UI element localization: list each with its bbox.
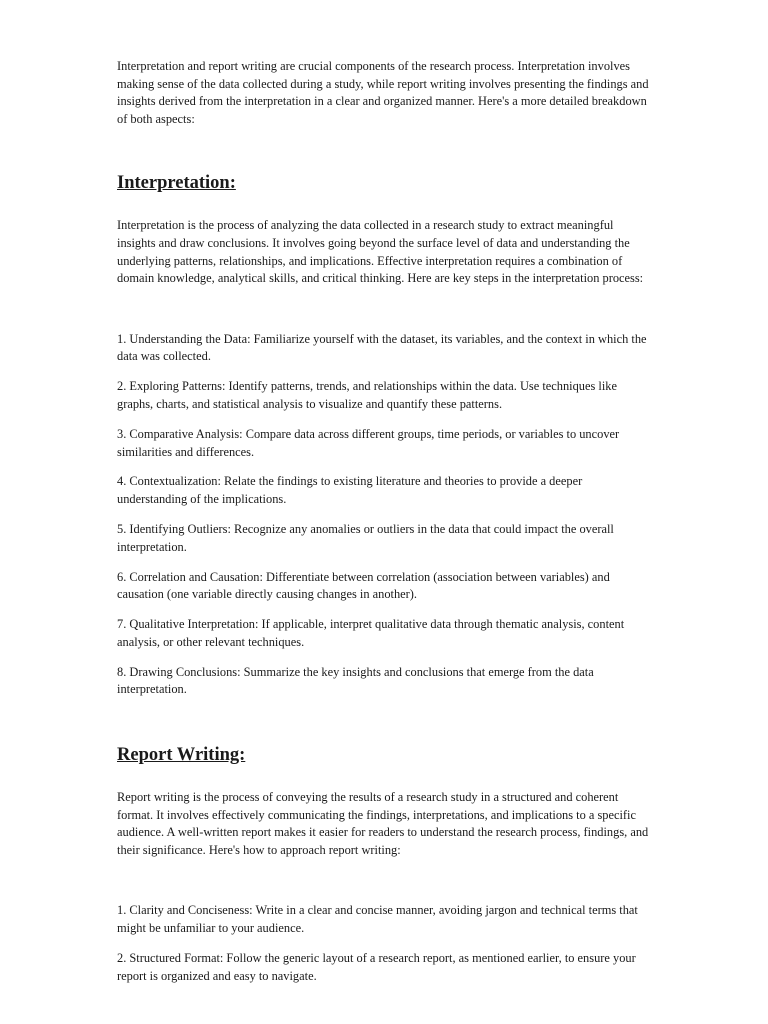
list-item: 3. Comparative Analysis: Compare data across different groups, time periods, or variables to uncover similarities and differences.: [117, 426, 620, 459]
report-writing-steps-list: [117, 902, 649, 985]
list-item: 5. Identifying Outliers: Recognize any anomalies or outliers in the data that could impact the overall interpretation.: [117, 522, 614, 554]
interpretation-heading: Interpretation:: [117, 173, 236, 194]
document-page: [117, 58, 649, 998]
list-item: 4. Contextualization: Relate the findings to existing literature and theories to provide a deeper understanding of the implications.: [117, 474, 583, 507]
report-writing-description: Report writing is the process of conveying the results of a research study in a structured and coherent format. It involves effectively communicating the findings, interpretations, and implications to a specific audience. A well-written report makes it easier for readers to understand the research process, findings, and their significance. Here's how to approach report writing:: [117, 789, 649, 857]
list-item: 8. Drawing Conclusions: Summarize the key insights and conclusions that emerge from the data interpretation.: [117, 664, 594, 697]
intro-paragraph: Interpretation and report writing are crucial components of the research process. Interpretation involves making sense of the data collected during a study, while report writing involves presenting the findings and insights derived from the interpretation in a clear and organized manner. Here's a more detailed breakdown of both aspects:: [117, 59, 649, 126]
list-item: 1. Clarity and Conciseness: Write in a clear and concise manner, avoiding jargon and technical terms that might be unfamiliar to your audience.: [117, 903, 638, 935]
list-item: 2. Exploring Patterns: Identify patterns, trends, and relationships within the data. Use techniques like graphs, charts, and statistical analysis to visualize and quantify these patterns.: [117, 379, 617, 411]
list-item: 1. Understanding the Data: Familiarize yourself with the dataset, its variables, and the context in which the data was collected.: [117, 331, 647, 364]
list-item: 6. Correlation and Causation: Differentiate between correlation (association between variables) and causation (one variable directly causing changes in another).: [117, 569, 610, 602]
list-item: 2. Structured Format: Follow the generic layout of a research report, as mentioned earlier, to ensure your report is organized and easy to navigate.: [117, 950, 636, 983]
interpretation-description: Interpretation is the process of analyzing the data collected in a research study to extract meaningful insights and draw conclusions. It involves going beyond the surface level of data and understanding the underlying patterns, relationships, and implications. Effective interpretation requires a combination of domain knowledge, analytical skills, and critical thinking. Here are key steps in the interpretation process:: [117, 218, 644, 286]
list-item: 7. Qualitative Interpretation: If applicable, interpret qualitative data through thematic analysis, content analysis, or other relevant techniques.: [117, 617, 625, 649]
report-writing-heading: Report Writing:: [117, 744, 246, 765]
interpretation-steps-list: [117, 331, 649, 699]
